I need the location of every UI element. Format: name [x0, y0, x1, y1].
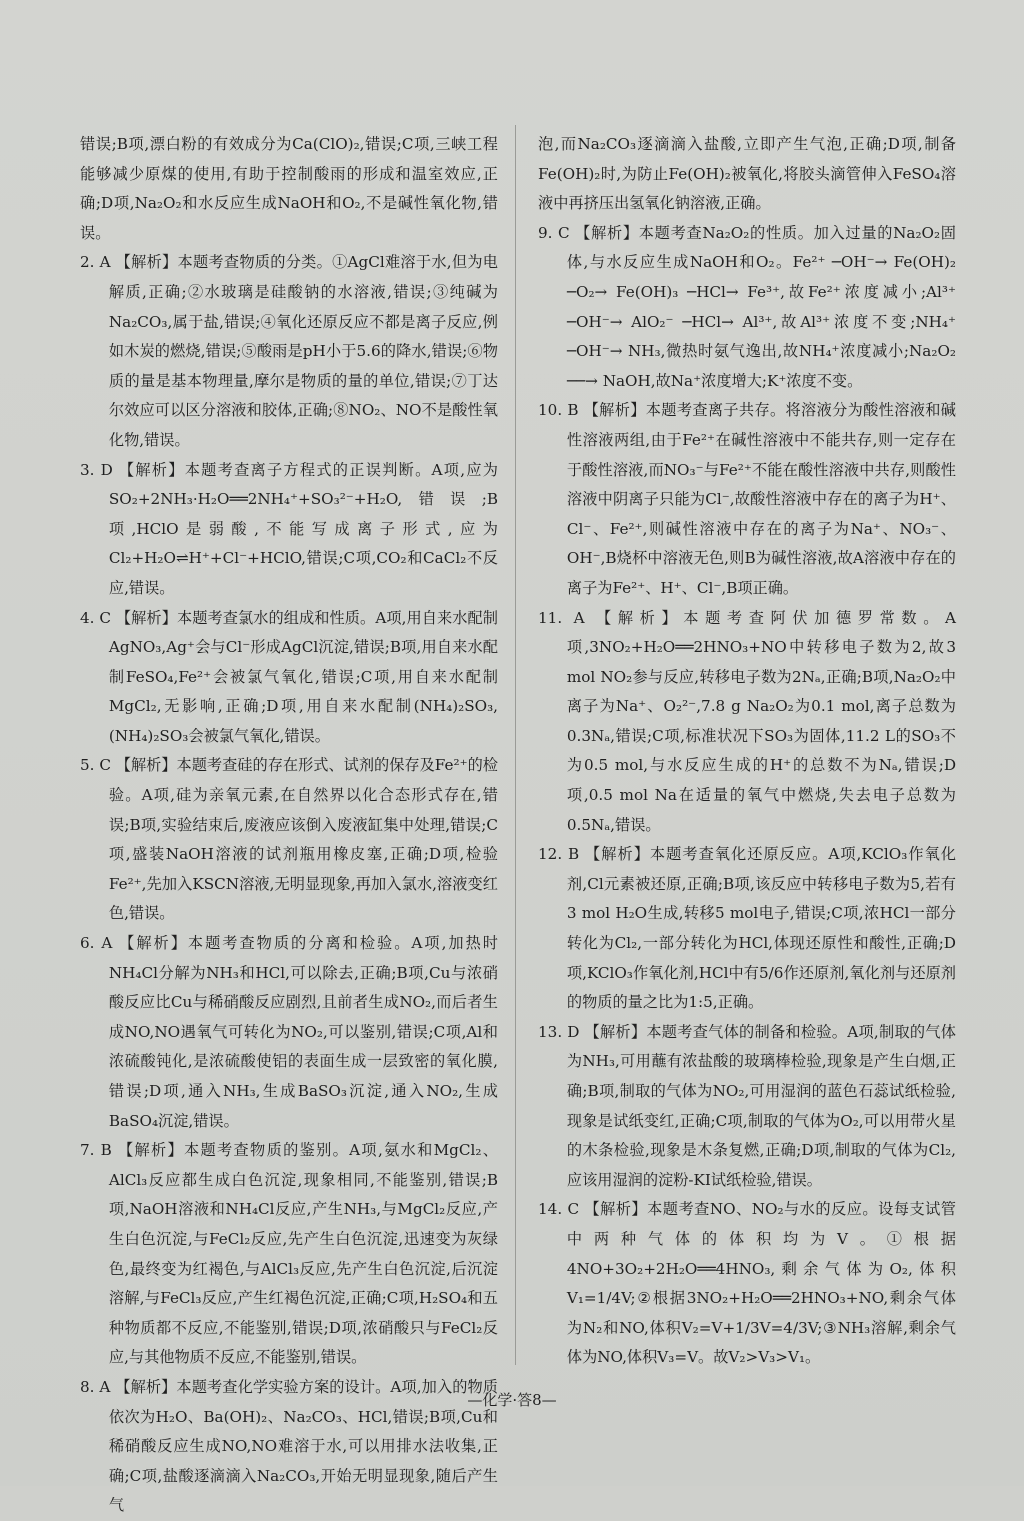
answer-3: 3. D 【解析】本题考查离子方程式的正误判断。A项,应为SO₂+2NH₃·H₂O══2NH₄⁺+SO₃²⁻+H₂O,错误;B项,HClO是弱酸,不能写成离子形式,应为Cl₂+H₂O⇌H⁺+Cl⁻+HClO,错误;C项,CO₂和CaCl₂不反应,错误。	[80, 460, 498, 597]
answer-6: 6. A 【解析】本题考查物质的分离和检验。A项,加热时NH₄Cl分解为NH₃和HCl,可以除去,正确;B项,Cu与浓硝酸反应比Cu与稀硝酸反应剧烈,且前者生成NO₂,而后者生成NO,NO遇氧气可转化为NO₂,可以鉴别,错误;C项,Al和浓硫酸钝化,是浓硫酸使铝的表面生成一层致密的氧化膜,错误;D项,通入NH₃,生成BaSO₃沉淀,通入NO₂,生成BaSO₄沉淀,错误。	[80, 934, 498, 1130]
answer-14: 14. C 【解析】本题考查NO、NO₂与水的反应。设每支试管中两种气体的体积均为V。①根据4NO+3O₂+2H₂O══4HNO₃,剩余气体为O₂,体积V₁=1/4V;②根据3NO₂+H₂O══2HNO₃+NO,剩余气体为N₂和NO,体积V₂=V+1/3V=4/3V;③NH₃溶解,剩余气体为NO,体积V₃=V。故V₂>V₃>V₁。	[538, 1200, 956, 1367]
column-divider	[515, 125, 516, 1365]
answer-10: 10. B 【解析】本题考查离子共存。将溶液分为酸性溶液和碱性溶液两组,由于Fe²⁺在碱性溶液中不能共存,则一定存在于酸性溶液,而NO₃⁻与Fe²⁺不能在酸性溶液中共存,则酸性溶液中阴离子只能为Cl⁻,故酸性溶液中存在的离子为H⁺、Cl⁻、Fe²⁺,则碱性溶液中存在的离子为Na⁺、NO₃⁻、OH⁻,B烧杯中溶液无色,则B为碱性溶液,故A溶液中存在的离子为Fe²⁺、H⁺、Cl⁻,B项正确。	[538, 401, 956, 597]
answer-11: 11. A 【解析】本题考查阿伏加德罗常数。A项,3NO₂+H₂O══2HNO₃+NO中转移电子数为2,故3 mol NO₂参与反应,转移电子数为2Nₐ,正确;B项,Na₂O₂中离子为Na⁺、O₂²⁻,7.8 g Na₂O₂为0.1 mol,离子总数为0.3Nₐ,错误;C项,标准状况下SO₃为固体,11.2 L的SO₃不为0.5 mol,与水反应生成的H⁺的总数不为Nₐ,错误;D项,0.5 mol Na在适量的氧气中燃烧,失去电子总数为0.5Nₐ,错误。	[538, 608, 956, 834]
answer-13: 13. D 【解析】本题考查气体的制备和检验。A项,制取的气体为NH₃,可用蘸有浓盐酸的玻璃棒检验,现象是产生白烟,正确;B项,制取的气体为NO₂,可用湿润的蓝色石蕊试纸检验,现象是试纸变红,正确;C项,制取的气体为O₂,可以用带火星的木条检验,现象是木条复燃,正确;D项,制取的气体为Cl₂,应该用湿润的淀粉-KI试纸检验,错误。	[538, 1022, 956, 1189]
answer-12: 12. B 【解析】本题考查氧化还原反应。A项,KClO₃作氧化剂,Cl元素被还原,正确;B项,该反应中转移电子数为5,若有3 mol H₂O生成,转移5 mol电子,错误;C项,浓HCl一部分转化为Cl₂,一部分转化为HCl,体现还原性和酸性,正确;D项,KClO₃作氧化剂,HCl中有5/6作还原剂,氧化剂与还原剂的物质的量之比为1:5,正确。	[538, 845, 956, 1012]
answer-8: 8. A 【解析】本题考查化学实验方案的设计。A项,加入的物质依次为H₂O、Ba(OH)₂、Na₂CO₃、HCl,错误;B项,Cu和稀硝酸反应生成NO,NO难溶于水,可以用排水法收集,正确;C项,盐酸逐滴滴入Na₂CO₃,开始无明显现象,随后产生气	[80, 1377, 498, 1515]
answer-9: 9. C 【解析】本题考查Na₂O₂的性质。加入过量的Na₂O₂固体,与水反应生成NaOH和O₂。Fe²⁺ ─OH⁻→ Fe(OH)₂ ─O₂→ Fe(OH)₃ ─HCl→ Fe³⁺,故Fe²⁺浓度减小;Al³⁺ ─OH⁻→ AlO₂⁻ ─HCl→ Al³⁺,故Al³⁺浓度不变;NH₄⁺ ─OH⁻→ NH₃,微热时氨气逸出,故NH₄⁺浓度减小;Na₂O₂ ──→ NaOH,故Na⁺浓度增大;K⁺浓度不变。	[538, 223, 956, 390]
left-column	[80, 130, 498, 1521]
answer-4: 4. C 【解析】本题考查氯水的组成和性质。A项,用自来水配制AgNO₃,Ag⁺会与Cl⁻形成AgCl沉淀,错误;B项,用自来水配制FeSO₄,Fe²⁺会被氯气氧化,错误;C项,用自来水配制MgCl₂,无影响,正确;D项,用自来水配制(NH₄)₂SO₃,(NH₄)₂SO₃会被氯气氧化,错误。	[80, 608, 498, 745]
page-footer: —化学·答8—	[467, 1391, 557, 1409]
answer-5: 5. C 【解析】本题考查硅的存在形式、试剂的保存及Fe²⁺的检验。A项,硅为亲氧元素,在自然界以化合态形式存在,错误;B项,实验结束后,废液应该倒入废液缸集中处理,错误;C项,盛装NaOH溶液的试剂瓶用橡皮塞,正确;D项,检验Fe²⁺,先加入KSCN溶液,无明显现象,再加入氯水,溶液变红色,错误。	[80, 756, 498, 923]
left-continuation: 错误;B项,漂白粉的有效成分为Ca(ClO)₂,错误;C项,三峡工程能够减少原煤的使用,有助于控制酸雨的形成和温室效应,正确;D项,Na₂O₂和水反应生成NaOH和O₂,不是碱性氧化物,错误。	[80, 135, 498, 242]
answer-7: 7. B 【解析】本题考查物质的鉴别。A项,氨水和MgCl₂、AlCl₃反应都生成白色沉淀,现象相同,不能鉴别,错误;B项,NaOH溶液和NH₄Cl反应,产生NH₃,与MgCl₂反应,产生白色沉淀,与FeCl₂反应,先产生白色沉淀,迅速变为灰绿色,最终变为红褐色,与AlCl₃反应,先产生白色沉淀,后沉淀溶解,与FeCl₃反应,产生红褐色沉淀,正确;C项,H₂SO₄和五种物质都不反应,不能鉴别,错误;D项,浓硝酸只与FeCl₂反应,与其他物质不反应,不能鉴别,错误。	[80, 1141, 498, 1367]
right-column	[538, 130, 956, 1373]
answer-2: 2. A 【解析】本题考查物质的分类。①AgCl难溶于水,但为电解质,正确;②水玻璃是硅酸钠的水溶液,错误;③纯碱为Na₂CO₃,属于盐,错误;④氧化还原反应不都是离子反应,例如木炭的燃烧,错误;⑤酸雨是pH小于5.6的降水,错误;⑥物质的量是基本物理量,摩尔是物质的量的单位,错误;⑦丁达尔效应可以区分溶液和胶体,正确;⑧NO₂、NO不是酸性氧化物,错误。	[80, 253, 498, 449]
right-continuation: 泡,而Na₂CO₃逐滴滴入盐酸,立即产生气泡,正确;D项,制备Fe(OH)₂时,为防止Fe(OH)₂被氧化,将胶头滴管伸入FeSO₄溶液中再挤压出氢氧化钠溶液,正确。	[538, 135, 956, 213]
